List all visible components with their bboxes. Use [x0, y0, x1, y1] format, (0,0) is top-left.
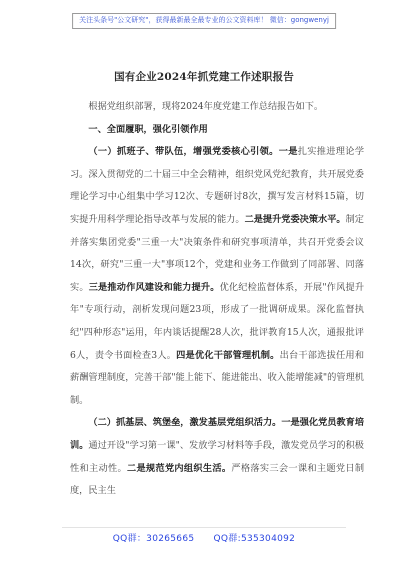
footer: [0, 531, 408, 544]
paragraph-2-lead: （二）抓基层、筑堡垒，激发基层党组织活力。: [88, 417, 282, 429]
paragraph-1-point-4: 四是优化干部管理机制。: [176, 349, 280, 361]
intro-paragraph: 根据党组织部署，现将2024年度党建工作总结报告如下。: [88, 101, 324, 112]
paragraph-2-text-b: 严格落实三会一课和主题党日制度，民主生: [70, 462, 365, 497]
paragraph-1-text-b: 制定并落实集团党委"三重一大"决策条件和研究事项清单，共召开党委会议14次，研究"三重一大"事项12个，党建和业务工作做到了同部署、同落实。: [70, 213, 364, 293]
paragraph-1-text-d: 出台干部选拔任用和薪酬管理制度，完善干部"能上能下、能进能出、收入能增能减"的管理机制。: [70, 349, 365, 406]
paragraph-2-point-2: 二是规范党内组织生活。: [126, 462, 232, 474]
paragraph-1-text-c: 优化纪检监督体系，开展"作风提升年"专项行动，剖析发现问题23项，形成了一批调研成果。深化监督执纪"四种形态"运用，年内谈话提醒28人次，批评教育15人次，通报批评6人，责令书面检查3人。: [70, 281, 365, 361]
paragraph-2: [70, 412, 364, 502]
footer-divider: [62, 527, 346, 528]
paragraph-1: [70, 141, 364, 412]
paragraph-1-point-3: 三是推动作风建设和能力提升。: [88, 281, 220, 293]
footer-qq-group-1: QQ群：30265665: [112, 534, 195, 544]
footer-qq-group-2: QQ群:535304092: [213, 534, 296, 544]
section-heading: 一、全面履职，强化引领作用: [88, 123, 208, 135]
paragraph-1-point-2: 二是提升党委决策水平。: [244, 213, 346, 225]
paragraph-2-point-1: 一是强化党员教育培训。: [70, 417, 365, 451]
top-banner: 关注头条号"公文研究"，获得最新最全最专业的公文资料库！ 微信：gongwenyj: [72, 13, 336, 29]
paragraph-1-point-1: 一是: [278, 146, 298, 158]
paragraph-2-text-a: 通过开设"学习第一课"、发放学习材料等手段，激发党员学习的积极性和主动性。: [70, 439, 364, 474]
page-title: 国有企业2024年抓党建工作述职报告: [114, 71, 294, 83]
paragraph-1-text-a: 扎实推进理论学习。深入贯彻党的二十届三中全会精神，组织党风党纪教育，共开展党委理论学习中心组集中学习12次、专题研讨8次，撰写发言材料15篇，切实提升用科学理论指导改革与发展的能力。: [70, 146, 365, 225]
document-body: [70, 96, 364, 503]
paragraph-1-lead: （一）抓班子、带队伍，增强党委核心引领。: [88, 146, 279, 158]
